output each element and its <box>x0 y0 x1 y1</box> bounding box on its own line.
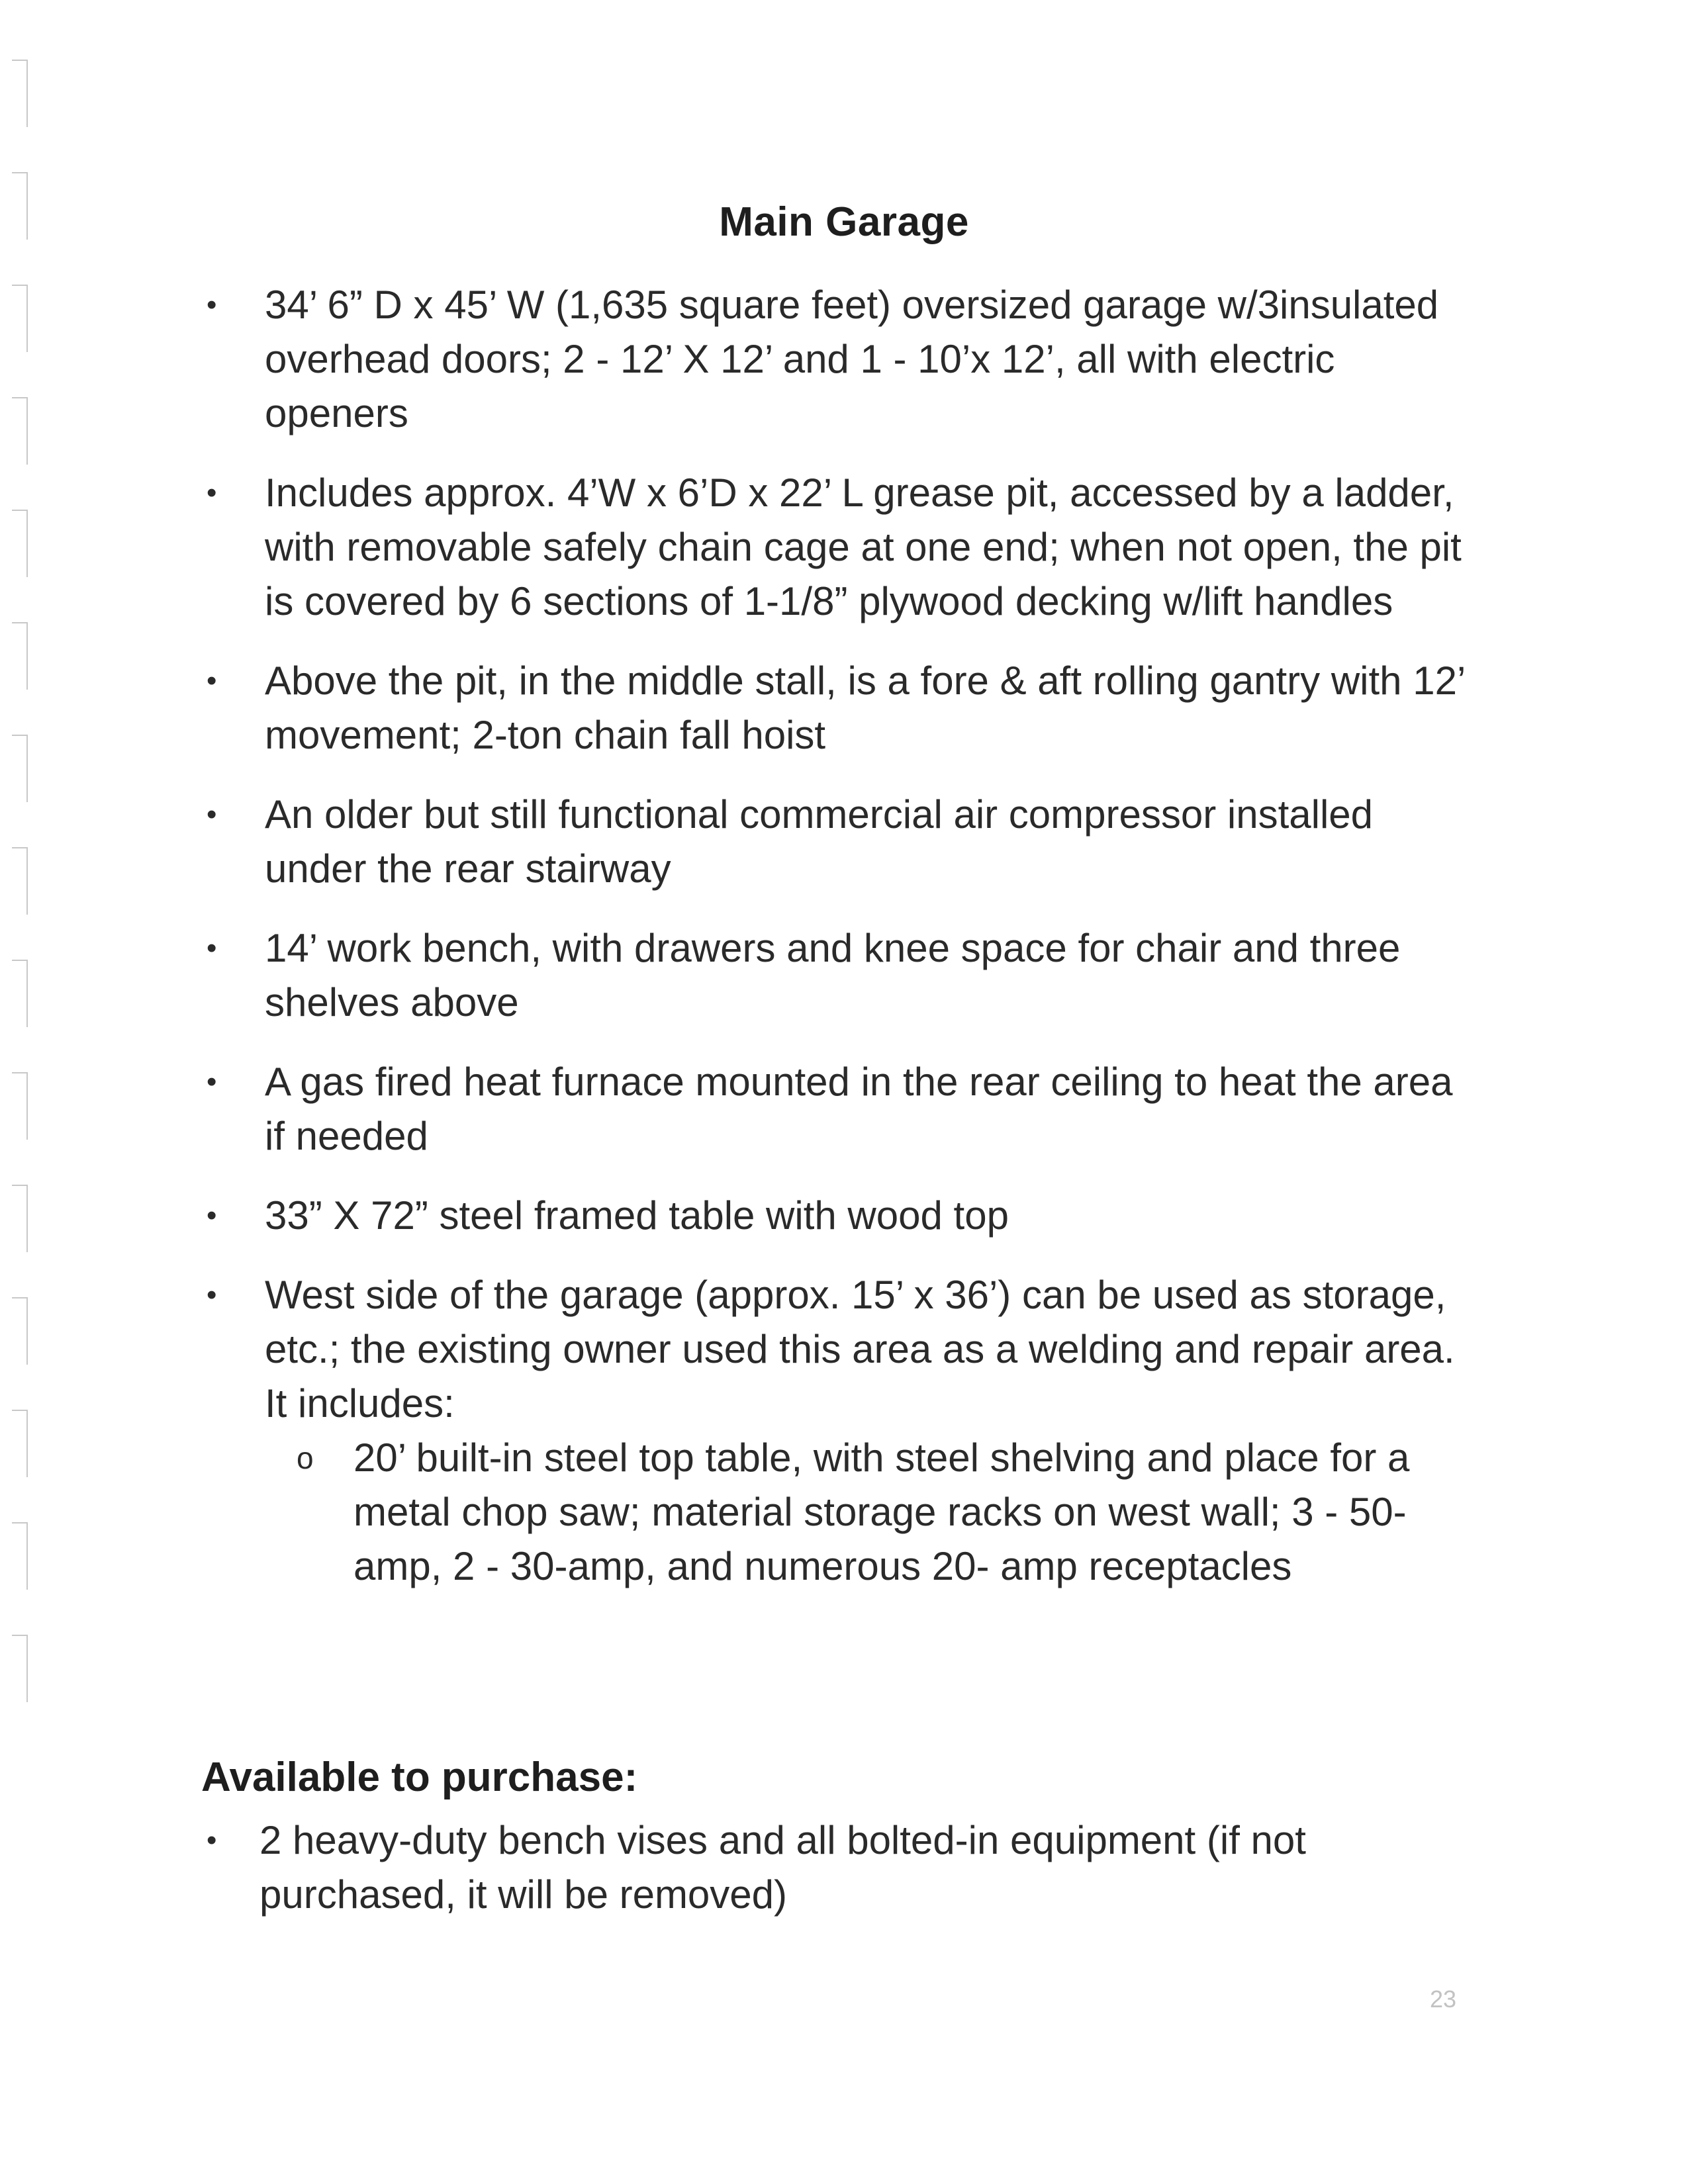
bullet-icon: • <box>207 477 217 509</box>
bullet-icon: • <box>207 1279 217 1311</box>
edge-mark <box>12 960 28 1027</box>
bullet-icon: • <box>207 798 217 831</box>
bullet-icon: • <box>207 664 217 697</box>
sub-list-item <box>265 1431 1470 1594</box>
edge-mark <box>12 285 28 352</box>
purchase-heading: Available to purchase: <box>201 1754 638 1800</box>
list-item <box>199 921 1470 1030</box>
list-item <box>199 1055 1470 1163</box>
edge-mark <box>12 1072 28 1140</box>
sub-list-item-text: 20’ built-in steel top table, with steel shelving and place for a metal chop saw; material storage racks on west wall; 3 - 50-amp, 2 - 30-amp, and numerous 20- amp receptacles <box>353 1435 1410 1588</box>
list-item-text: A gas fired heat furnace mounted in the rear ceiling to heat the area if needed <box>265 1060 1453 1158</box>
list-item-text: Above the pit, in the middle stall, is a fore & aft rolling gantry with 12’ movement; 2-ton chain fall hoist <box>265 659 1465 757</box>
list-item-text: 14’ work bench, with drawers and knee space for chair and three shelves above <box>265 926 1401 1024</box>
edge-mark <box>12 397 28 465</box>
bullet-icon: • <box>207 1199 217 1232</box>
list-item <box>199 788 1470 896</box>
page-title: Main Garage <box>719 199 969 245</box>
list-item-text: 33” X 72” steel framed table with wood top <box>265 1193 1009 1238</box>
purchase-list <box>199 1813 1470 1947</box>
page-number: 23 <box>1430 1985 1457 2013</box>
list-item <box>199 654 1470 762</box>
edge-mark <box>12 60 28 127</box>
edge-mark <box>12 1185 28 1252</box>
edge-mark <box>12 1635 28 1702</box>
bullet-icon: • <box>207 1066 217 1098</box>
edge-mark <box>12 622 28 690</box>
binder-edge-marks <box>12 60 32 1780</box>
edge-mark <box>12 735 28 802</box>
list-item <box>199 1268 1470 1594</box>
sub-list <box>265 1431 1470 1594</box>
list-item <box>199 1813 1470 1922</box>
list-item-text: Includes approx. 4’W x 6’D x 22’ L grease pit, accessed by a ladder, with removable safely chain cage at one end; when not open, the pit is covered by 6 sections of 1-1/8” plywood decking w/lift handles <box>265 471 1462 623</box>
bullet-icon: • <box>207 932 217 964</box>
list-item-text: 34’ 6” D x 45’ W (1,635 square feet) oversized garage w/3insulated overhead doors; 2 - 12’ X 12’ and 1 - 10’x 12’, all with electric openers <box>265 283 1439 435</box>
list-item <box>199 278 1470 441</box>
list-item <box>199 466 1470 629</box>
bullet-icon: • <box>207 1824 217 1856</box>
circle-bullet-icon: o <box>297 1441 314 1475</box>
list-item <box>199 1189 1470 1243</box>
list-item-text: An older but still functional commercial air compressor installed under the rear stairway <box>265 792 1374 891</box>
bullet-icon: • <box>207 289 217 321</box>
edge-mark <box>12 510 28 577</box>
feature-list <box>199 278 1470 1619</box>
edge-mark <box>12 1410 28 1477</box>
edge-mark <box>12 847 28 915</box>
edge-mark <box>12 1522 28 1590</box>
edge-mark <box>12 1297 28 1365</box>
list-item-text: 2 heavy-duty bench vises and all bolted-in equipment (if not purchased, it will be removed) <box>259 1818 1306 1917</box>
list-item-text: West side of the garage (approx. 15’ x 36’) can be used as storage, etc.; the existing owner used this area as a welding and repair area. It includes: <box>265 1273 1455 1426</box>
